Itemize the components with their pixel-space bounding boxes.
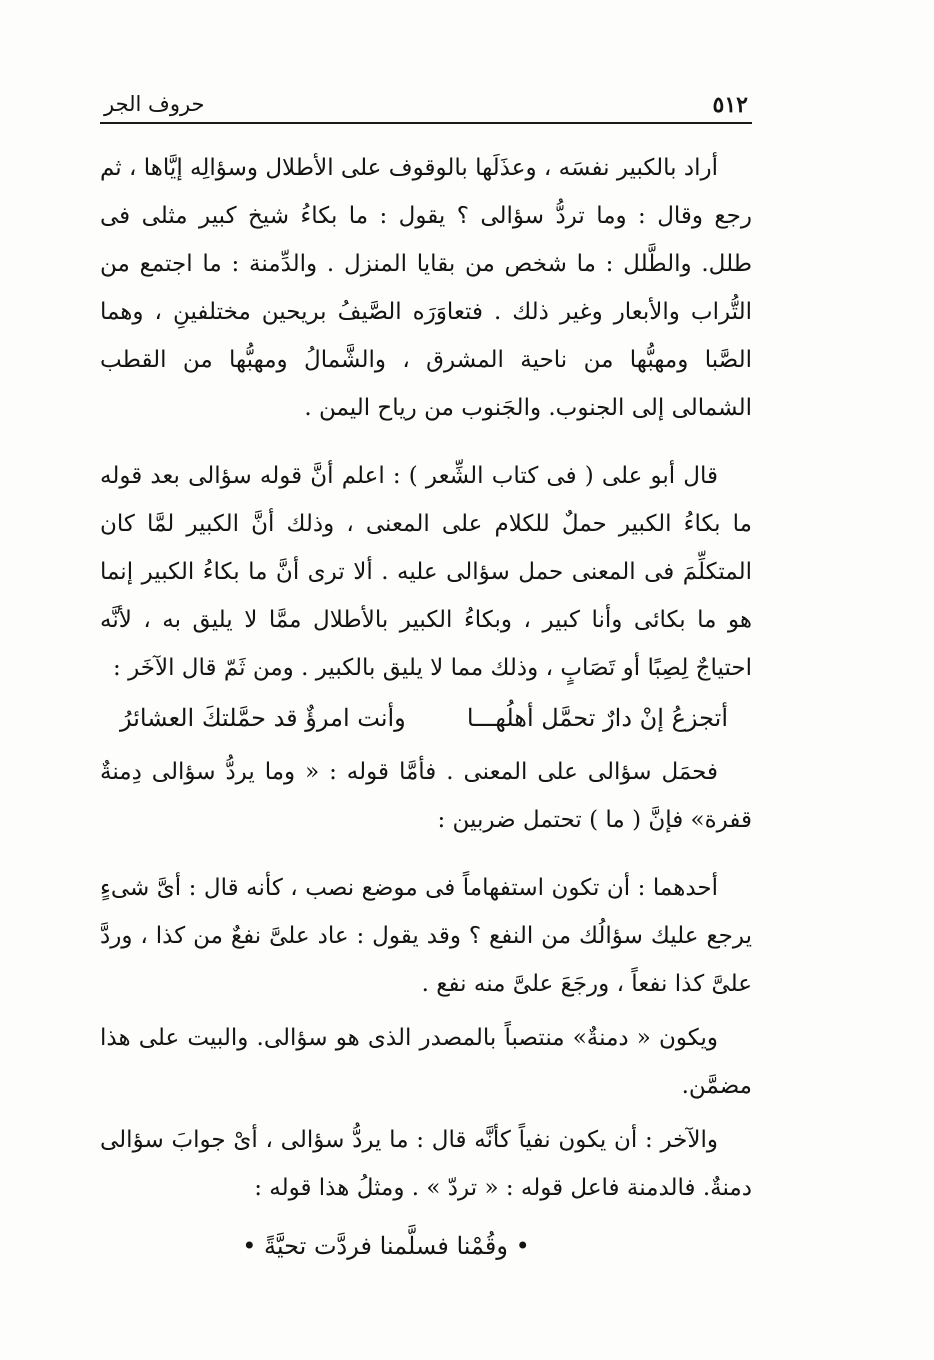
- verse-second-hemistich: وأنت امرؤٌ قد حمَّلتكَ العشائرُ: [120, 704, 406, 732]
- paragraph-3: فحمَل سؤالى على المعنى . فأمَّا قوله : « وما يردُّ سؤالى دِمنةٌ قفرة» فإنَّ ( ما ) تحتمل ضربين :: [100, 759, 752, 833]
- verse-line: [100, 694, 752, 742]
- paragraph-4: أحدهما : أن تكون استفهاماً فى موضع نصب ، كأنه قال : أىَّ شىءٍ يرجع عليك سؤالُك من النفع ؟ وقد يقول : عاد علىَّ نفعٌ من كذا ، وردَّ علىَّ كذا نفعاً ، ورجَعَ علىَّ منه نفع .: [100, 875, 752, 997]
- body-text: [100, 144, 752, 1270]
- paragraph-6: والآخر : أن يكون نفياً كأنَّه قال : ما يردُّ سؤالى ، أىْ جوابَ سؤالى دمنةٌ. فالدمنة فاعل قوله : « تردّ » . ومثلُ هذا قوله :: [100, 1127, 752, 1201]
- running-head: [100, 90, 752, 124]
- verse-first-hemistich: أتجزعُ إنْ دارٌ تحمَّل أهلُهـــا: [466, 704, 728, 732]
- paragraph-2: قال أبو على ( فى كتاب الشِّعر ) : اعلم أنَّ قوله سؤالى بعد قوله ما بكاءُ الكبير حملٌ للكلام على المعنى ، وذلك أنَّ الكبير لمَّا كان المتكلِّمَ فى المعنى حمل سؤالى عليه . ألا ترى أنَّ ما بكاءُ الكبير إنما هو ما بكائى وأنا كبير ، وبكاءُ الكبير بالأطلال ممَّا لا يليق به ، لأنَّه احتياجٌ لِصِبًا أو تَصَابٍ ، وذلك مما لا يليق بالكبير . ومن ثَمّ قال الآخَر :: [100, 463, 752, 681]
- final-verse: • وقُمْنا فسلَّمنا فردَّت تحيَّةً •: [242, 1232, 530, 1260]
- paragraph-1: أراد بالكبير نفسَه ، وعذَلَها بالوقوف على الأطلال وسؤالِه إيَّاها ، ثم رجع وقال : وما تردُّ سؤالى ؟ يقول : ما بكاءُ شيخ كبير مثلى فى طلل. والطَّلل : ما شخص من بقايا المنزل . والدِّمنة : ما اجتمع من التُّراب والأبعار وغير ذلك . فتعاوَرَه الصَّيفُ بريحين مختلفينِ ، وهما الصَّبا ومهبُّها من ناحية المشرق ، والشَّمالُ ومهبُّها من القطب الشمالى إلى الجنوب. والجَنوب من رياح اليمن .: [100, 155, 752, 421]
- page-number: ٥١٢: [712, 92, 748, 118]
- running-title: حروف الجر: [104, 92, 205, 116]
- paragraph-5: ويكون « دمنةٌ» منتصباً بالمصدر الذى هو سؤالى. والبيت على هذا مضمَّن.: [100, 1025, 752, 1099]
